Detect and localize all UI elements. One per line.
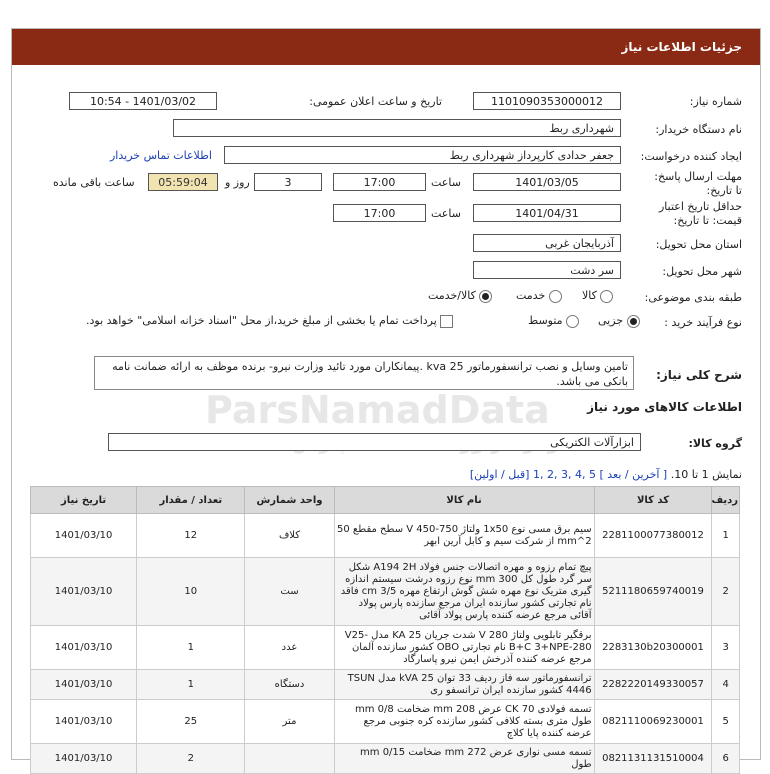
category-option-service[interactable]: [516, 289, 562, 303]
deadline-label: مهلت ارسال پاسخ: تا تاریخ:: [654, 170, 742, 197]
col-unit-header: واحد شمارش: [245, 487, 334, 514]
watermark-brand: ParsNamadData: [205, 388, 550, 432]
treasury-checkbox[interactable]: [440, 315, 453, 328]
province-label: استان محل تحویل:: [655, 238, 742, 251]
cell-code: 2283130b20300001: [594, 626, 712, 670]
cell-idx: 1: [712, 514, 740, 558]
paging-info: [470, 468, 742, 481]
cell-idx: 4: [712, 670, 740, 700]
col-row-header: ردیف: [712, 487, 740, 514]
process-label: نوع فرآیند خرید :: [664, 316, 742, 329]
buyer-contact-link[interactable]: اطلاعات تماس خریدار: [110, 149, 212, 162]
table-row: [31, 670, 740, 700]
cell-unit: [245, 744, 334, 774]
cell-name: تسمه مسی نواری عرض 272 mm ضخامت 0/15 mm طول: [334, 744, 594, 774]
category-label: طبقه بندی موضوعی:: [644, 291, 742, 304]
cell-date: 1401/03/10: [31, 558, 137, 626]
need-number-label: شماره نیاز:: [689, 95, 742, 108]
cell-unit: متر: [245, 700, 334, 744]
cell-code: 2281100077380012: [594, 514, 712, 558]
cell-code: 0821110069230001: [594, 700, 712, 744]
cell-idx: 6: [712, 744, 740, 774]
cell-code: 2282220149330057: [594, 670, 712, 700]
category-service-text: خدمت: [516, 289, 546, 302]
category-option-goods[interactable]: [582, 289, 613, 303]
cell-code: 5211180659740019: [594, 558, 712, 626]
creator-label: ایجاد کننده درخواست:: [640, 150, 742, 163]
announce-field[interactable]: 1401/03/02 - 10:54: [69, 92, 217, 110]
cell-qty: 1: [137, 670, 245, 700]
cell-unit: دستگاه: [245, 670, 334, 700]
treasury-payment-option[interactable]: [86, 314, 453, 328]
cell-idx: 5: [712, 700, 740, 744]
days-label: روز و: [225, 176, 250, 189]
buyer-label: نام دستگاه خریدار:: [655, 123, 742, 136]
days-field[interactable]: 3: [254, 173, 322, 191]
treasury-note: پرداخت تمام یا بخشی از مبلغ خرید،از محل "اسناد خزانه اسلامی" خواهد بود.: [86, 314, 437, 327]
table-row: [31, 558, 740, 626]
table-row: [31, 744, 740, 774]
category-both-text: کالا/خدمت: [428, 289, 476, 302]
process-option-minor[interactable]: [598, 314, 640, 328]
cell-date: 1401/03/10: [31, 670, 137, 700]
city-field[interactable]: سر دشت: [473, 261, 621, 279]
cell-name: پیچ تمام رزوه و مهره اتصالات جنس فولاد A194 2H شکل سر گرد طول کل 300 mm نوع رزوه درشت سیستم اندازه گیری متریک نوع مهره شش گوش ارتفاع مهره 3/5 cm فاقد نام تجارتی کشور سازنده ایران مرجع سازنده پارس پولاد آقائی مرجع عرضه کننده پارس پولاد آقائی: [334, 558, 594, 626]
cell-date: 1401/03/10: [31, 700, 137, 744]
table-row: [31, 514, 740, 558]
process-medium-radio[interactable]: [566, 315, 579, 328]
category-both-radio[interactable]: [479, 290, 492, 303]
category-goods-radio[interactable]: [600, 290, 613, 303]
cell-name: تسمه فولادی CK 70 عرض 208 mm ضخامت 0/8 mm طول متری بسته کلافی کشور سازنده کره جنوبی مرجع عرضه کننده پایا کلاچ: [334, 700, 594, 744]
cell-code: 0821131131510004: [594, 744, 712, 774]
process-minor-radio[interactable]: [627, 315, 640, 328]
cell-unit: ست: [245, 558, 334, 626]
remaining-label: ساعت باقی مانده: [53, 176, 135, 189]
col-qty-header: تعداد / مقدار: [137, 487, 245, 514]
goods-group-field[interactable]: ابزارآلات الکتریکی: [108, 433, 641, 451]
validity-time-label: ساعت: [431, 207, 461, 220]
category-service-radio[interactable]: [549, 290, 562, 303]
validity-date-field[interactable]: 1401/04/31: [473, 204, 621, 222]
page-title: جزئیات اطلاعات نیاز: [12, 29, 760, 65]
process-medium-text: متوسط: [528, 314, 563, 327]
buyer-field[interactable]: شهرداری ربط: [173, 119, 621, 137]
cell-date: 1401/03/10: [31, 626, 137, 670]
cell-unit: کلاف: [245, 514, 334, 558]
goods-table-header: [31, 487, 740, 514]
cell-date: 1401/03/10: [31, 514, 137, 558]
cell-qty: 12: [137, 514, 245, 558]
need-number-field[interactable]: 1101090353000012: [473, 92, 621, 110]
category-option-both[interactable]: [428, 289, 492, 303]
remaining-time-field: 05:59:04: [148, 173, 218, 191]
deadline-time-label: ساعت: [431, 176, 461, 189]
province-field[interactable]: آذربایجان غربی: [473, 234, 621, 252]
description-label: شرح کلی نیاز:: [656, 368, 742, 382]
goods-table: [30, 486, 740, 774]
validity-label: حداقل تاریخ اعتبار قیمت: تا تاریخ:: [658, 200, 742, 227]
col-date-header: تاریخ نیاز: [31, 487, 137, 514]
cell-name: برقگیر تابلویی ولتاژ 280 V شدت جریان 25 KA مدل V25-B+C 3+NPE-280 نام تجارتی OBO کشور سازنده آلمان مرجع عرضه کننده آذرخش ایمن نیرو پاسارگاد: [334, 626, 594, 670]
deadline-date-field[interactable]: 1401/03/05: [473, 173, 621, 191]
description-text: تامین وسایل و نصب ترانسفورماتور 25 kva .پیمانکاران مورد تائید وزارت نیرو- برنده موظف به ارائه ضمانت نامه بانکی می باشد.: [94, 356, 634, 390]
cell-date: 1401/03/10: [31, 744, 137, 774]
cell-unit: عدد: [245, 626, 334, 670]
table-row: [31, 700, 740, 744]
table-row: [31, 626, 740, 670]
creator-field[interactable]: جعفر حدادی کارپرداز شهرداری ربط: [224, 146, 621, 164]
cell-name: ترانسفورماتور سه فاز ردیف 33 توان 25 kVA مدل TSUN 4446 کشور سازنده ایران ترانسفو ری: [334, 670, 594, 700]
cell-qty: 2: [137, 744, 245, 774]
cell-name: سیم برق مسی نوع 1x50 ولتاژ 750-450 V سطح مقطع 50 mm^2 از شرکت سیم و کابل آرین ابهر: [334, 514, 594, 558]
category-goods-text: کالا: [582, 289, 597, 302]
cell-idx: 2: [712, 558, 740, 626]
pagination-links[interactable]: [ آخرین / بعد ] 5 ,4 ,3 ,2 ,1 [قبل / اولین]: [469, 468, 668, 481]
col-name-header: نام کالا: [334, 487, 594, 514]
goods-group-label: گروه کالا:: [688, 437, 742, 450]
city-label: شهر محل تحویل:: [662, 265, 742, 278]
validity-time-field[interactable]: 17:00: [333, 204, 426, 222]
cell-qty: 10: [137, 558, 245, 626]
cell-qty: 25: [137, 700, 245, 744]
process-minor-text: جزیی: [598, 314, 624, 327]
announce-label: تاریخ و ساعت اعلان عمومی:: [309, 95, 442, 108]
process-option-medium[interactable]: [528, 314, 579, 328]
deadline-time-field[interactable]: 17:00: [333, 173, 426, 191]
paging-count: نمایش 1 تا 10.: [670, 468, 742, 481]
col-code-header: کد کالا: [594, 487, 712, 514]
cell-qty: 1: [137, 626, 245, 670]
goods-section-title: اطلاعات کالاهای مورد نیاز: [587, 400, 742, 414]
cell-idx: 3: [712, 626, 740, 670]
